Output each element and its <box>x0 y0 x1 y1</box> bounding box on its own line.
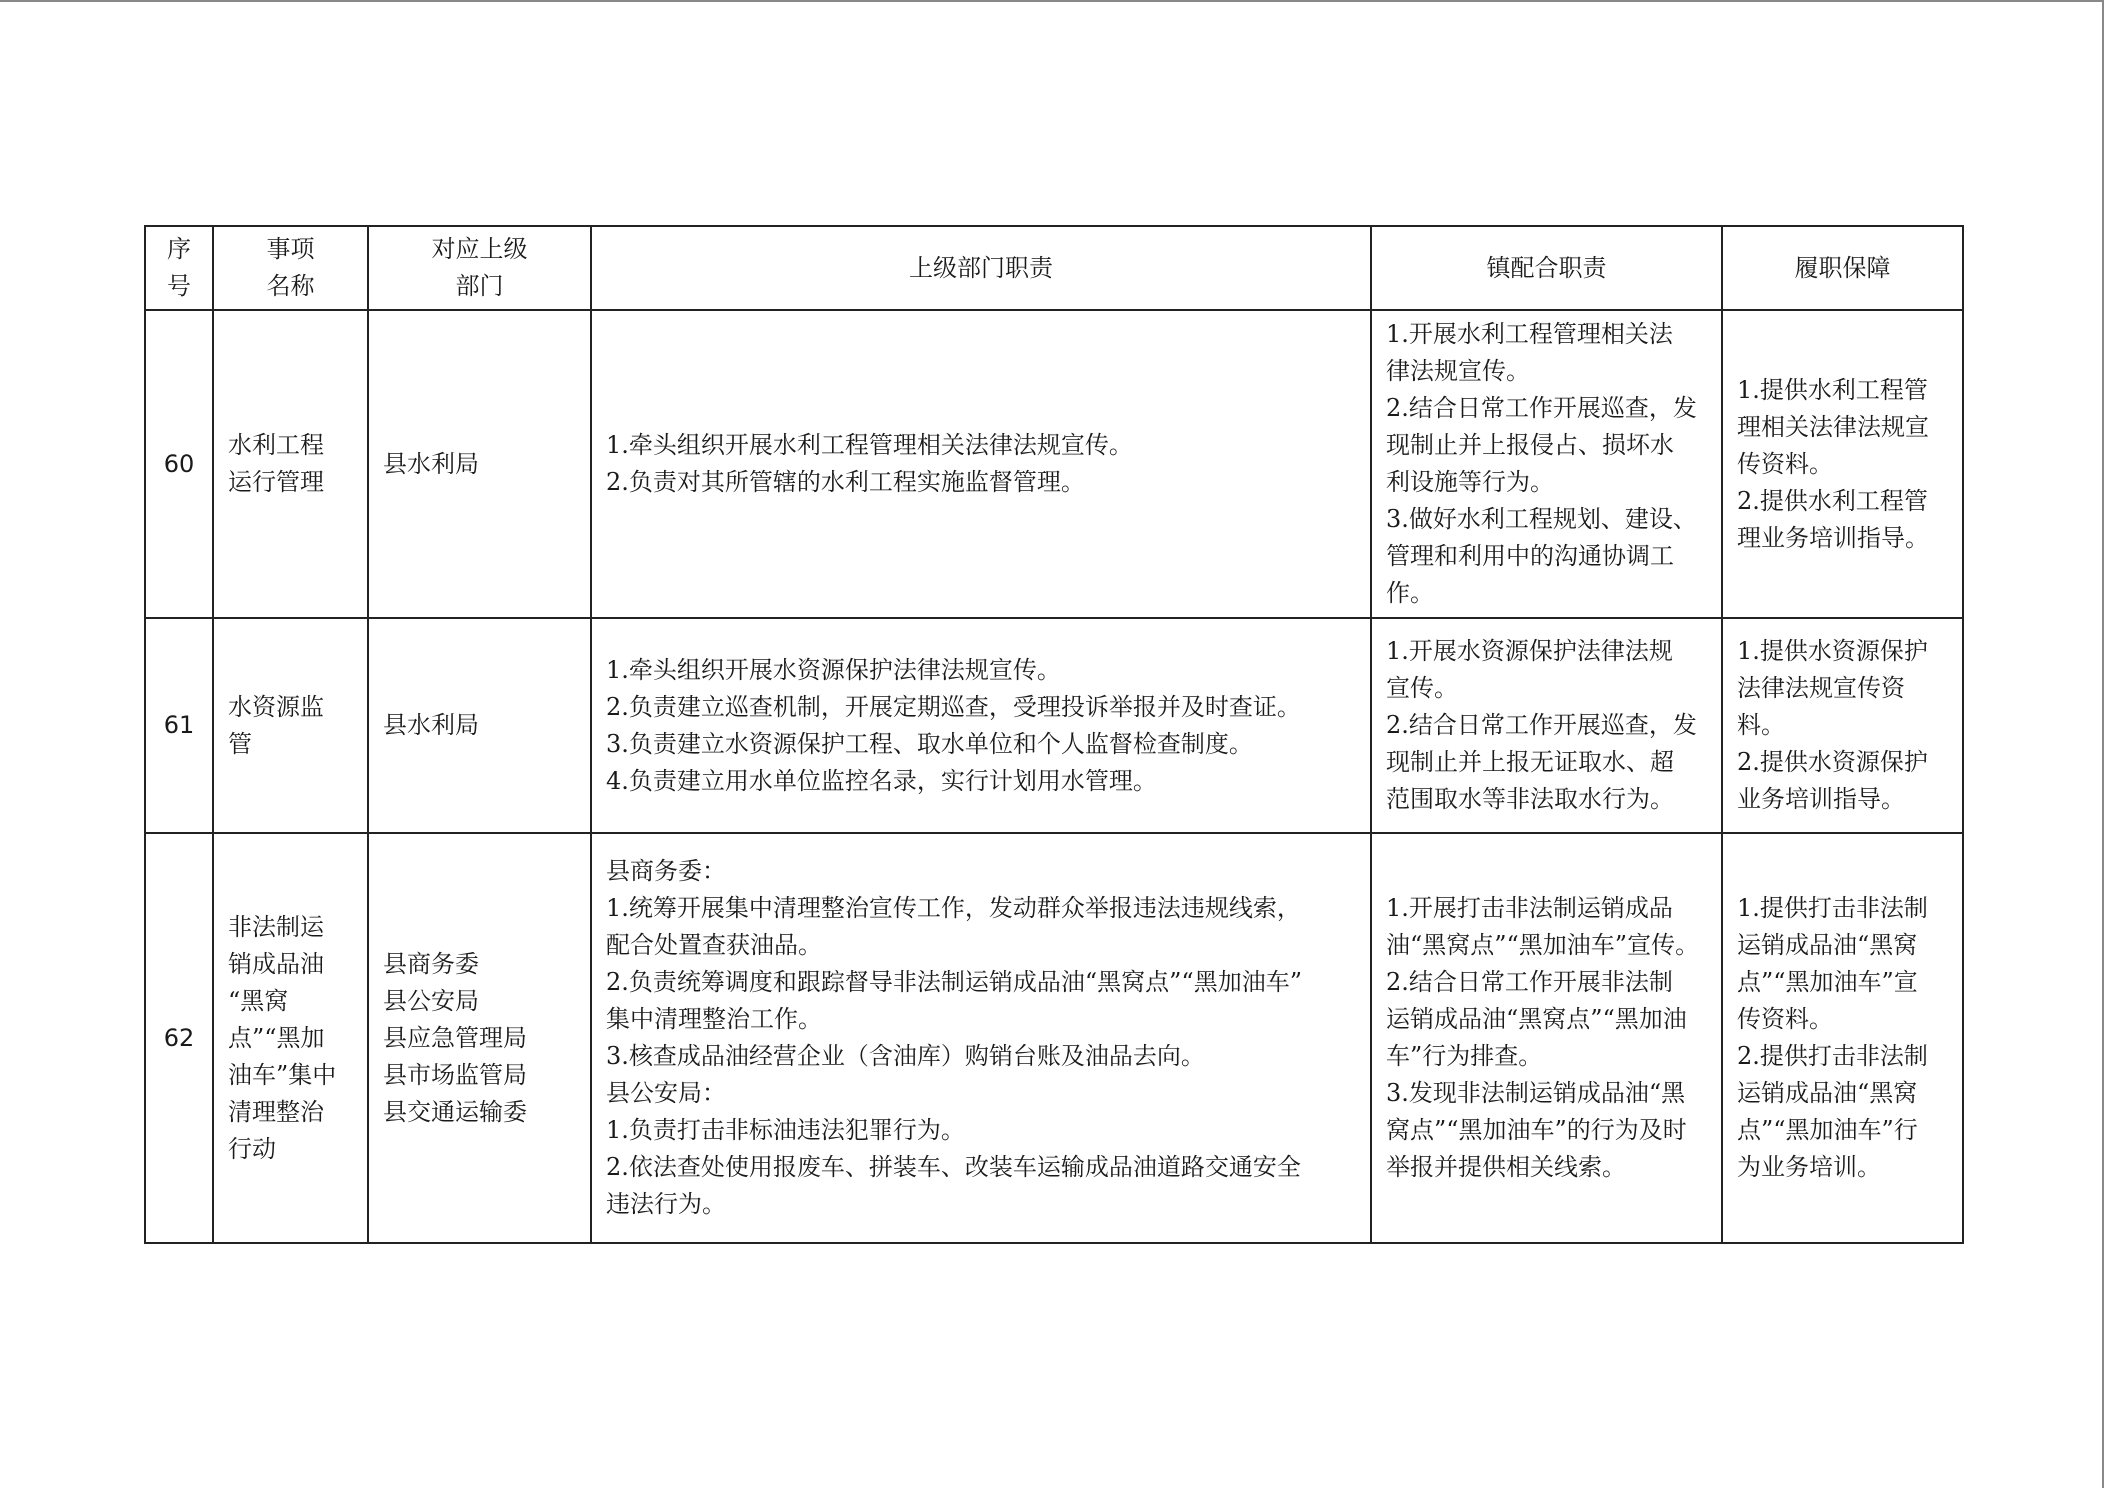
cell-town-duty <box>1371 618 1722 833</box>
cell-seq <box>145 310 213 618</box>
header-superior-dept-line: 部门 <box>455 272 504 300</box>
table-row <box>145 618 1963 833</box>
town-duty-line: 现制止并上报侵占、损坏水 <box>1386 431 1674 459</box>
header-item-name-line: 事项 <box>266 235 315 263</box>
town-duty-line: 作。 <box>1386 579 1434 607</box>
guarantee-line: 料。 <box>1737 711 1785 739</box>
cell-item-name <box>213 833 368 1243</box>
item-name-line: 水利工程 <box>228 431 324 459</box>
duty-line: 2.负责对其所管辖的水利工程实施监督管理。 <box>606 468 1085 496</box>
town-duty-line: 管理和利用中的沟通协调工 <box>1386 542 1674 570</box>
guarantee-line: 2.提供水资源保护 <box>1737 748 1928 776</box>
cell-guarantee <box>1722 833 1963 1243</box>
cell-superior-dept <box>368 618 591 833</box>
guarantee-line: 1.提供打击非法制 <box>1737 894 1928 922</box>
cell-item-name <box>213 310 368 618</box>
guarantee-line: 1.提供水资源保护 <box>1737 637 1928 665</box>
guarantee-line: 理相关法律法规宣 <box>1737 412 1929 441</box>
dept-line: 县水利局 <box>383 711 479 739</box>
town-duty-line: 宣传。 <box>1386 674 1458 702</box>
duty-line: 2.负责统筹调度和跟踪督导非法制运销成品油“黑窝点”“黑加油车” <box>606 968 1302 996</box>
header-superior-duty: 上级部门职责 <box>591 226 1371 310</box>
duty-line: 1.牵头组织开展水利工程管理相关法律法规宣传。 <box>606 431 1133 459</box>
dept-line: 县交通运输委 <box>383 1097 527 1126</box>
cell-superior-duty <box>591 310 1371 618</box>
cell-item-name <box>213 618 368 833</box>
town-duty-line: 2.结合日常工作开展巡查，发 <box>1386 711 1697 739</box>
seq-number: 60 <box>163 449 195 478</box>
seq-number: 61 <box>163 711 195 739</box>
town-duty-line: 3.做好水利工程规划、建设、 <box>1386 505 1697 533</box>
duty-line: 3.核查成品油经营企业（含油库）购销台账及油品去向。 <box>606 1042 1205 1070</box>
item-name-line: 油车”集中 <box>228 1060 337 1089</box>
town-duty-line: 利设施等行为。 <box>1386 468 1554 496</box>
item-name-line: 行动 <box>228 1134 276 1163</box>
guarantee-line: 传资料。 <box>1737 1005 1833 1033</box>
item-name-line: 水资源监 <box>228 692 324 721</box>
guarantee-line: 为业务培训。 <box>1737 1153 1881 1181</box>
town-duty-line: 1.开展水资源保护法律法规 <box>1386 637 1673 665</box>
cell-superior-dept <box>368 310 591 618</box>
header-seq <box>145 226 213 310</box>
seq-number: 62 <box>163 1023 195 1052</box>
duty-line: 2.依法查处使用报废车、拼装车、改装车运输成品油道路交通安全 <box>606 1153 1301 1181</box>
town-duty-line: 范围取水等非法取水行为。 <box>1386 785 1674 813</box>
item-name-line: 销成品油 <box>228 949 324 978</box>
guarantee-line: 1.提供水利工程管 <box>1737 375 1928 404</box>
item-name-line: 清理整治 <box>228 1097 324 1126</box>
item-name-line: 点”“黑加 <box>228 1023 325 1052</box>
duty-line: 配合处置查获油品。 <box>606 931 822 959</box>
guarantee-line: 点”“黑加油车”行 <box>1737 1116 1918 1144</box>
cell-guarantee <box>1722 618 1963 833</box>
cell-superior-dept <box>368 833 591 1243</box>
cell-seq <box>145 618 213 833</box>
item-name-line: “黑窝 <box>228 986 289 1015</box>
duty-line: 县商务委： <box>606 857 726 885</box>
town-duty-line: 现制止并上报无证取水、超 <box>1386 748 1674 776</box>
guarantee-line: 理业务培训指导。 <box>1737 523 1929 552</box>
header-item-name-line: 名称 <box>266 272 315 300</box>
town-duty-line: 3.发现非法制运销成品油“黑 <box>1386 1079 1686 1107</box>
item-name-line: 管 <box>228 729 252 758</box>
cell-seq <box>145 833 213 1243</box>
town-duty-line: 律法规宣传。 <box>1386 357 1530 385</box>
header-seq-line: 号 <box>167 272 191 300</box>
town-duty-line: 2.结合日常工作开展非法制 <box>1386 968 1673 996</box>
town-duty-line: 2.结合日常工作开展巡查，发 <box>1386 394 1697 422</box>
dept-line: 县水利局 <box>383 449 479 478</box>
header-superior-dept-line: 对应上级 <box>431 235 528 263</box>
item-name-line: 非法制运 <box>228 912 324 941</box>
header-town-duty: 镇配合职责 <box>1371 226 1722 310</box>
dept-line: 县市场监管局 <box>383 1060 527 1089</box>
duty-line: 违法行为。 <box>606 1190 726 1218</box>
header-superior-dept <box>368 226 591 310</box>
header-seq-line: 序 <box>167 235 191 263</box>
cell-town-duty <box>1371 310 1722 618</box>
town-duty-line: 1.开展打击非法制运销成品 <box>1386 894 1673 922</box>
header-guarantee: 履职保障 <box>1722 226 1963 310</box>
duty-line: 1.牵头组织开展水资源保护法律法规宣传。 <box>606 655 1061 684</box>
guarantee-line: 业务培训指导。 <box>1737 785 1905 813</box>
town-duty-line: 油“黑窝点”“黑加油车”宣传。 <box>1386 931 1700 959</box>
guarantee-line: 运销成品油“黑窝 <box>1737 1079 1918 1107</box>
header-row <box>145 226 1963 310</box>
guarantee-line: 传资料。 <box>1737 449 1833 478</box>
guarantee-line: 2.提供打击非法制 <box>1737 1042 1928 1070</box>
item-name-line: 运行管理 <box>228 468 324 496</box>
guarantee-line: 法律法规宣传资 <box>1737 674 1905 702</box>
duty-line: 县公安局： <box>606 1079 726 1107</box>
duty-line: 2.负责建立巡查机制，开展定期巡查，受理投诉举报并及时查证。 <box>606 692 1301 721</box>
duty-line: 1.负责打击非标油违法犯罪行为。 <box>606 1116 965 1144</box>
guarantee-line: 2.提供水利工程管 <box>1737 486 1928 515</box>
duty-line: 4.负责建立用水单位监控名录，实行计划用水管理。 <box>606 766 1157 795</box>
guarantee-line: 点”“黑加油车”宣 <box>1737 968 1918 996</box>
duty-line: 1.统筹开展集中清理整治宣传工作，发动群众举报违法违规线索， <box>606 894 1301 922</box>
table-row <box>145 833 1963 1243</box>
cell-guarantee <box>1722 310 1963 618</box>
duty-line: 3.负责建立水资源保护工程、取水单位和个人监督检查制度。 <box>606 729 1253 758</box>
header-item-name <box>213 226 368 310</box>
town-duty-line: 窝点”“黑加油车”的行为及时 <box>1386 1116 1687 1144</box>
town-duty-line: 1.开展水利工程管理相关法 <box>1386 320 1673 348</box>
dept-line: 县应急管理局 <box>383 1023 527 1052</box>
town-duty-line: 运销成品油“黑窝点”“黑加油 <box>1386 1005 1687 1033</box>
table-row <box>145 310 1963 618</box>
cell-superior-duty <box>591 833 1371 1243</box>
dept-line: 县商务委 <box>383 949 479 978</box>
dept-line: 县公安局 <box>383 986 479 1015</box>
cell-town-duty <box>1371 833 1722 1243</box>
town-duty-line: 举报并提供相关线索。 <box>1386 1153 1626 1181</box>
duty-table <box>144 225 1964 1244</box>
cell-superior-duty <box>591 618 1371 833</box>
duty-line: 集中清理整治工作。 <box>606 1005 822 1033</box>
town-duty-line: 车”行为排查。 <box>1386 1042 1543 1070</box>
guarantee-line: 运销成品油“黑窝 <box>1737 931 1918 959</box>
